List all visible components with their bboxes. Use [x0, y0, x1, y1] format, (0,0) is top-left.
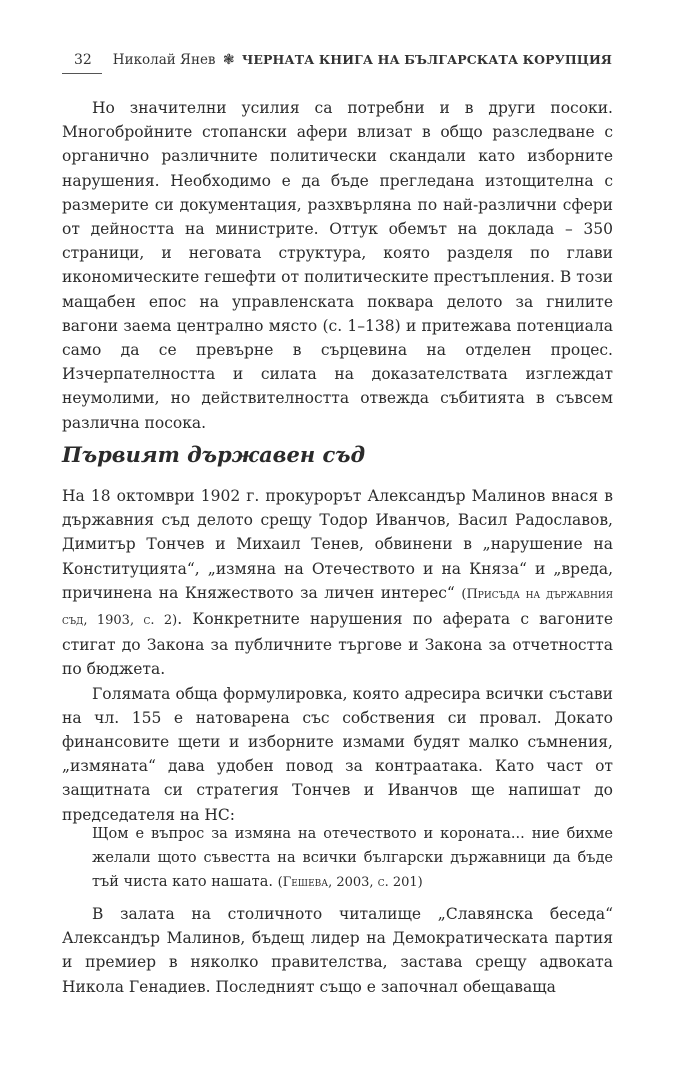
paragraph-2-text-b: . Конкретните нарушения по аферата с вагоните стигат до Закона за публичните търгове и Закона за отчетността по бюджета. — [62, 610, 614, 679]
paragraph-4: В залата на столичното читалище „Славянска беседа“ Александър Малинов, бъдещ лидер на Демократическата партия и премиер в няколко правителства, застава срещу адвоката Никола Генадиев. Последният също е започнал обещаваща — [62, 905, 613, 996]
flower-ornament-icon: ❃ — [222, 52, 235, 68]
page-number: 32 — [74, 52, 92, 68]
body-text-middle — [62, 484, 613, 827]
paragraph-2-source: (Присъда на държавния съд, 1903, с. 2) — [62, 586, 613, 629]
running-header — [62, 52, 612, 74]
block-quote — [92, 822, 613, 896]
body-text-bottom — [62, 902, 613, 999]
book-title: ЧЕРНАТА КНИГА НА БЪЛГАРСКАТА КОРУПЦИЯ — [241, 52, 612, 67]
paragraph-2-text-a: На 18 октомври 1902 г. прокурорът Александър Малинов внася в държавния съд делото срещу Тодор Иванчов, Васил Радославов, Димитър Тончев и Михаил Тенев, обвинени в „нарушение на Конституцията“, „измяна на Отечеството и на Княза“ и „вреда, причинена на Княжеството за личен интерес“ — [62, 487, 613, 602]
quote-paragraph — [92, 822, 613, 896]
author-name: Николай Янев — [112, 52, 216, 68]
paragraph-2 — [62, 484, 613, 682]
paragraph-1: Но значителни усилия са потребни и в други посоки. Многобройните стопански афери влизат в общо разследване с органично различните политически скандали като изборните нарушения. Необходимо е да бъде прегледана изтощителна с размерите си документация, разхвърляна по най-различни сфери от дейността на министрите. Оттук обемът на доклада – 350 страници, и неговата структура, която разделя по глави икономическите гешефти от политическите престъпления. В този мащабен епос на управленската поквара делото за гнилите вагони заема централно място (с. 1–138) и притежава потенциала само да се превърне в сърцевина на отделен процес. Изчерпателността и силата на доказателствата изглеждат неумолими, но действителността отвежда събитията в съвсем различна посока. — [62, 99, 613, 432]
quote-source: (Гешева, 2003, с. 201) — [277, 875, 423, 891]
page-number-rule — [62, 73, 102, 74]
quote-text: Щом е въпрос за измяна на отечеството и короната... ние бихме желали щото съвестта на всички български държавници да бъде тъй чиста като нашата. — [92, 826, 613, 891]
section-heading: Първият държавен съд — [62, 442, 366, 467]
running-head — [113, 52, 612, 68]
body-text-top — [62, 96, 613, 435]
paragraph-3: Голямата обща формулировка, която адресира всички състави на чл. 155 е натоварена със собствения си провал. Докато финансовите щети и изборните измами будят малко съмнения, „измяната“ дава удобен повод за контраатака. Като част от защитната си стратегия Тончев и Иванчов ще напишат до председателя на НС: — [62, 684, 613, 824]
